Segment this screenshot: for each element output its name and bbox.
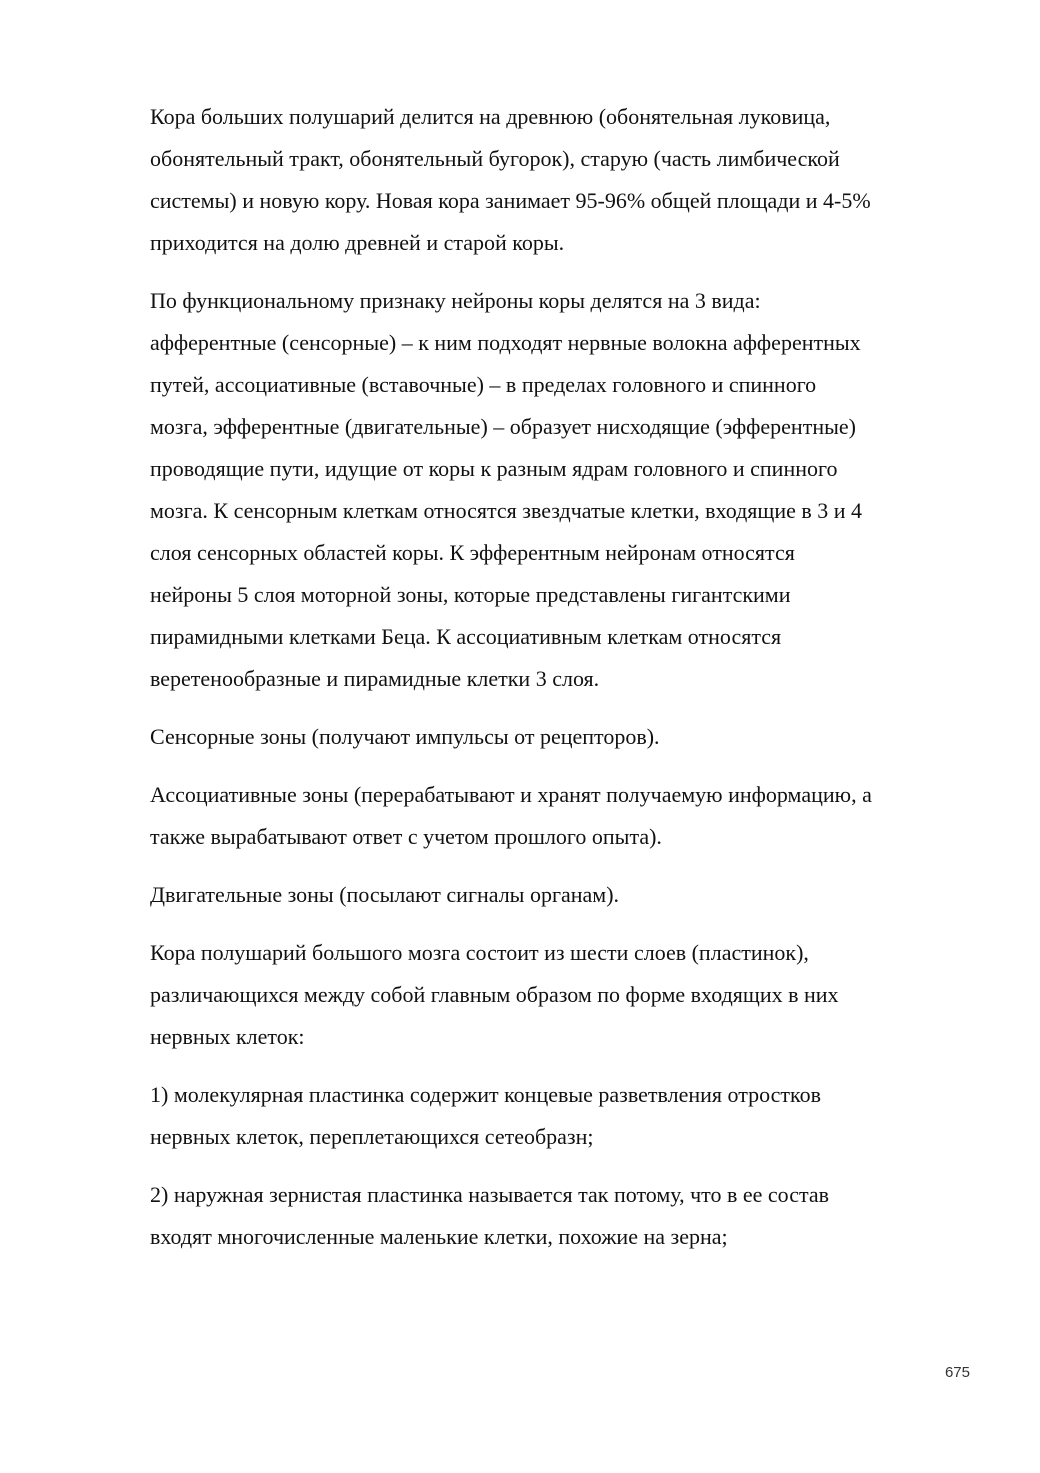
text-line: Кора больших полушарий делится на древнюю (обонятельная луковица,	[150, 104, 831, 129]
text-line: веретенообразные и пирамидные клетки 3 слоя.	[150, 666, 600, 691]
text-line: Сенсорные зоны (получают импульсы от рецепторов).	[150, 724, 660, 749]
text-line: 2) наружная зернистая пластинка называется так потому, что в ее состав	[150, 1182, 830, 1207]
text-line: мозга, эфферентные (двигательные) – образует нисходящие (эфферентные)	[150, 414, 856, 439]
text-line: нервных клеток, переплетающихся сетеобразн;	[150, 1124, 594, 1149]
paragraph	[150, 774, 970, 858]
text-line: Кора полушарий большого мозга состоит из шести слоев (пластинок),	[150, 940, 809, 965]
text-line: нервных клеток:	[150, 1024, 305, 1049]
text-line: проводящие пути, идущие от коры к разным ядрам головного и спинного	[150, 456, 838, 481]
text-line: различающихся между собой главным образом по форме входящих в них	[150, 982, 839, 1007]
page-number: 675	[944, 1364, 970, 1381]
text-line: мозга. К сенсорным клеткам относятся звездчатые клетки, входящие в 3 и 4	[150, 498, 863, 523]
text-line: нейроны 5 слоя моторной зоны, которые представлены гигантскими	[150, 582, 791, 607]
text-line: путей, ассоциативные (вставочные) – в пределах головного и спинного	[150, 372, 817, 397]
paragraph	[150, 96, 970, 264]
paragraph	[150, 280, 970, 700]
paragraph	[150, 932, 970, 1058]
paragraph	[150, 1174, 970, 1258]
paragraph	[150, 874, 970, 916]
text-line: Ассоциативные зоны (перерабатывают и хранят получаемую информацию, а	[150, 782, 872, 807]
text-line: пирамидными клетками Беца. К ассоциативным клеткам относятся	[150, 624, 782, 649]
text-line: обонятельный тракт, обонятельный бугорок), старую (часть лимбической	[150, 146, 840, 171]
text-line: афферентные (сенсорные) – к ним подходят нервные волокна афферентных	[150, 330, 861, 355]
text-line: Двигательные зоны (посылают сигналы органам).	[150, 882, 620, 907]
text-line: слоя сенсорных областей коры. К эфферентным нейронам относятся	[150, 540, 795, 565]
paragraph	[150, 1074, 970, 1158]
document-body	[150, 96, 970, 1274]
text-line: системы) и новую кору. Новая кора занимает 95-96% общей площади и 4-5%	[150, 188, 871, 213]
paragraph	[150, 716, 970, 758]
text-line: приходится на долю древней и старой коры.	[150, 230, 565, 255]
text-line: 1) молекулярная пластинка содержит концевые разветвления отростков	[150, 1082, 821, 1107]
text-line: входят многочисленные маленькие клетки, похожие на зерна;	[150, 1224, 728, 1249]
text-line: также вырабатывают ответ с учетом прошлого опыта).	[150, 824, 662, 849]
text-line: По функциональному признаку нейроны коры делятся на 3 вида:	[150, 288, 761, 313]
